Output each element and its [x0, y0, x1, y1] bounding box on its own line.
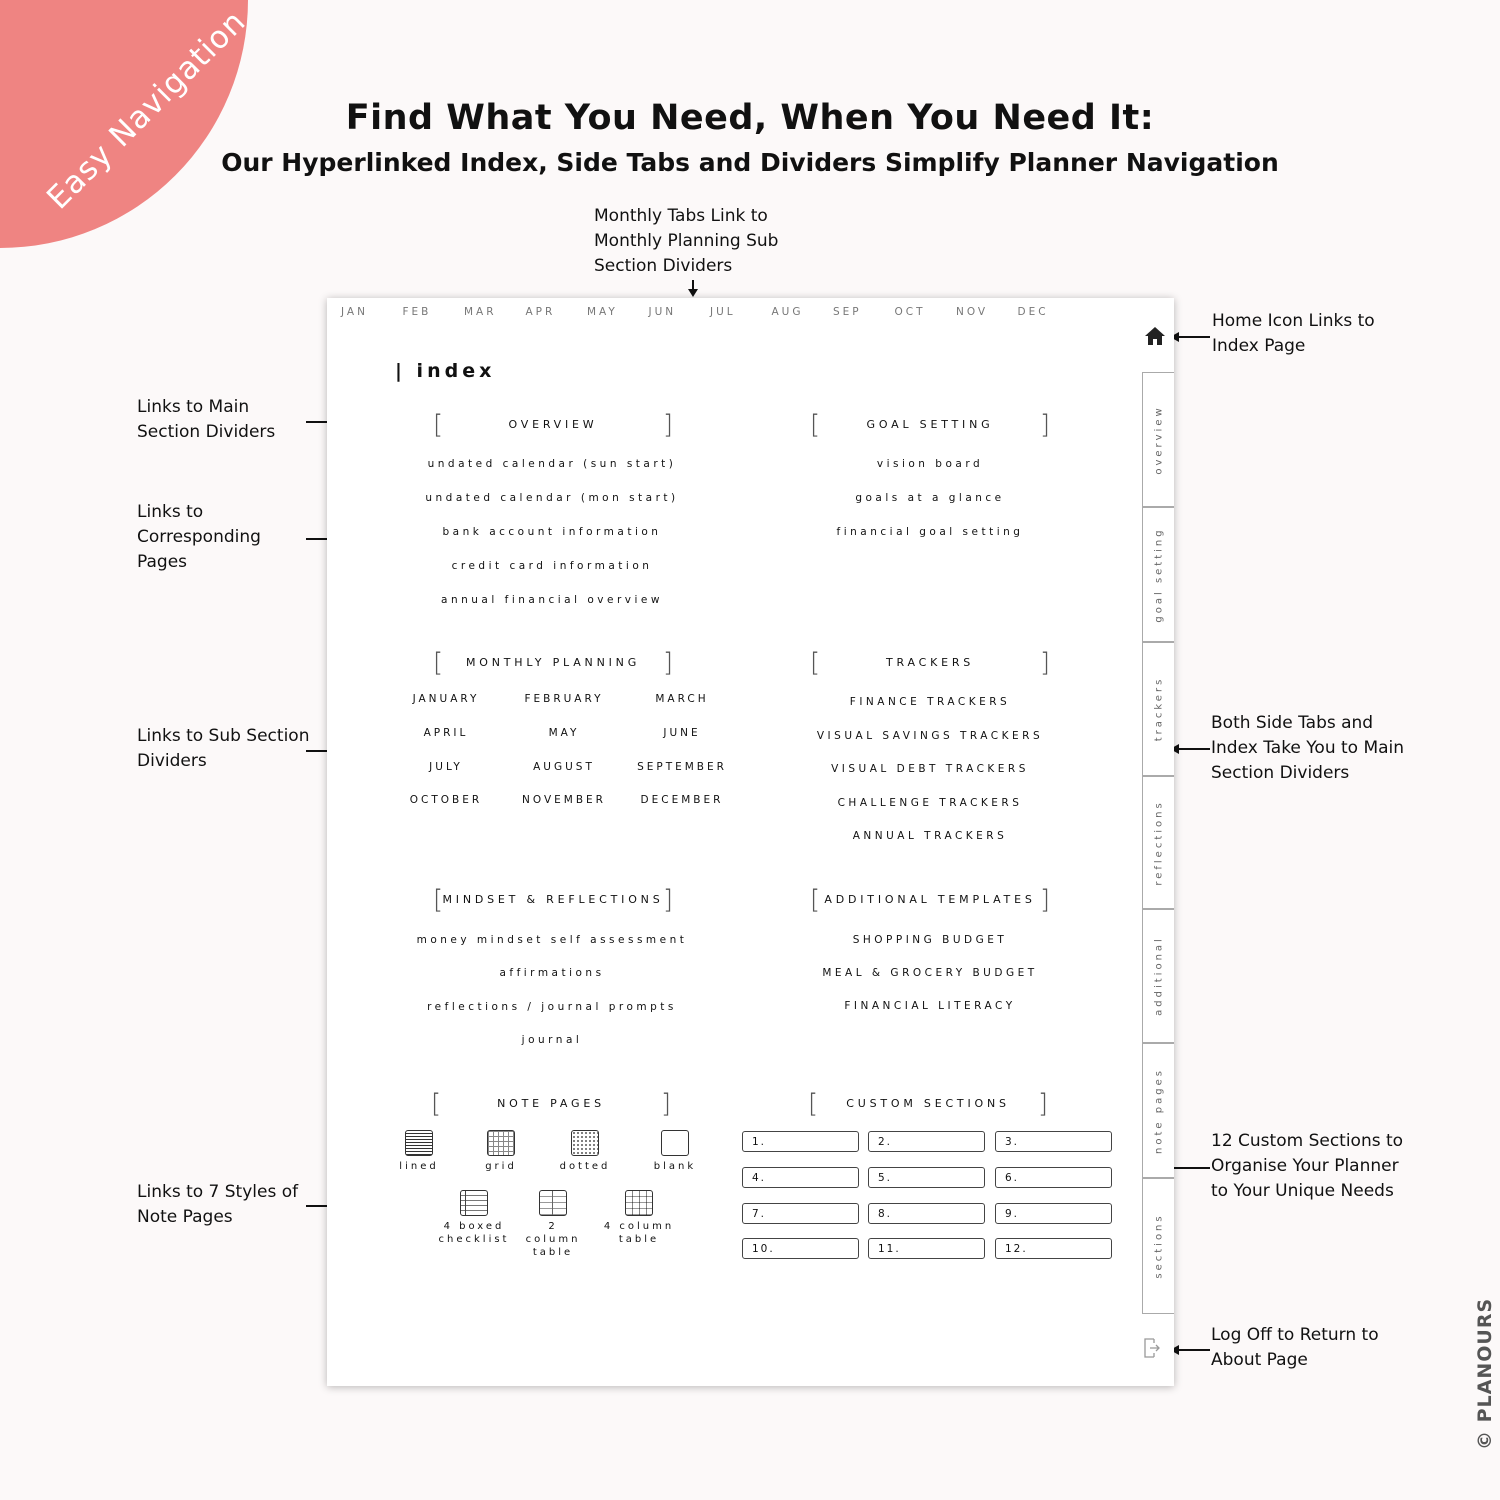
note-style-boxed-checklist[interactable]: [433, 1190, 515, 1246]
month-link-may[interactable]: MAY: [548, 727, 580, 739]
side-tab-label: additional: [1153, 936, 1164, 1016]
mindset-heading[interactable]: [ ] MINDSET & REFLECTIONS: [433, 885, 673, 915]
side-tab-trackers[interactable]: [1142, 642, 1174, 776]
additional-item[interactable]: FINANCIAL LITERACY: [844, 1000, 1016, 1012]
overview-item[interactable]: undated calendar (mon start): [425, 492, 679, 504]
callout-main-dividers: Links to Main Section Dividers: [137, 397, 276, 442]
month-link-november[interactable]: NOVEMBER: [522, 794, 606, 806]
checklist-paper-icon: [460, 1190, 488, 1216]
mindset-item[interactable]: money mindset self assessment: [416, 934, 688, 946]
month-link-october[interactable]: OCTOBER: [409, 794, 483, 806]
trackers-item[interactable]: CHALLENGE TRACKERS: [837, 797, 1023, 809]
overview-item[interactable]: credit card information: [451, 560, 653, 572]
custom-section-slot[interactable]: 8.: [868, 1203, 985, 1224]
month-link-september[interactable]: SEPTEMBER: [637, 761, 727, 773]
two-column-table-icon: [539, 1190, 567, 1216]
arrow-monthly-tabs-head: [688, 289, 698, 297]
month-tab-jan[interactable]: JAN: [341, 306, 368, 318]
note-pages-heading-label: NOTE PAGES: [497, 1097, 605, 1110]
arrow-side-tabs: [1172, 748, 1210, 750]
four-column-table-icon: [625, 1190, 653, 1216]
month-tab-may[interactable]: MAY: [587, 306, 618, 318]
callout-custom-sections: 12 Custom Sections to Organise Your Planner to Your Unique Needs: [1211, 1131, 1404, 1201]
callout-sub-dividers: Links to Sub Section Dividers: [137, 726, 310, 771]
overview-item[interactable]: bank account information: [442, 526, 662, 538]
lined-paper-icon: [405, 1130, 433, 1156]
custom-section-slot[interactable]: 2.: [868, 1131, 985, 1152]
note-style-2-column-table[interactable]: [522, 1190, 584, 1259]
callout-log-off: Log Off to Return to About Page: [1211, 1325, 1379, 1370]
month-link-april[interactable]: APRIL: [423, 727, 469, 739]
side-tab-sections[interactable]: [1142, 1178, 1174, 1314]
side-tab-label: trackers: [1153, 676, 1164, 742]
custom-section-slot[interactable]: 7.: [742, 1203, 859, 1224]
note-style-grid[interactable]: [471, 1130, 531, 1173]
additional-item[interactable]: MEAL & GROCERY BUDGET: [822, 967, 1038, 979]
badge-text: Easy Navigation: [40, 3, 254, 217]
callout-note-pages: Links to 7 Styles of Note Pages: [137, 1182, 299, 1227]
side-tab-overview[interactable]: [1142, 372, 1174, 507]
custom-section-slot[interactable]: 10.: [742, 1238, 859, 1259]
month-tab-jun[interactable]: JUN: [648, 306, 677, 318]
trackers-item[interactable]: VISUAL DEBT TRACKERS: [831, 763, 1029, 775]
note-style-label: grid: [485, 1161, 517, 1172]
note-style-lined[interactable]: [389, 1130, 449, 1173]
trackers-heading[interactable]: [ ] TRACKERS: [810, 648, 1050, 678]
month-link-august[interactable]: AUGUST: [533, 761, 595, 773]
copyright-text: © PLANOURS: [1474, 1297, 1496, 1450]
month-tabs: [341, 306, 1079, 318]
trackers-item[interactable]: FINANCE TRACKERS: [849, 696, 1011, 708]
side-tab-label: note pages: [1153, 1067, 1164, 1154]
custom-section-slot[interactable]: 11.: [868, 1238, 985, 1259]
mindset-item[interactable]: reflections / journal prompts: [427, 1001, 677, 1013]
month-link-march[interactable]: MARCH: [655, 693, 709, 705]
note-style-prefix: 4: [443, 1221, 453, 1232]
custom-section-slot[interactable]: 4.: [742, 1167, 859, 1188]
log-off-icon[interactable]: [1143, 1338, 1161, 1358]
side-tab-additional[interactable]: [1142, 909, 1174, 1043]
note-style-label: blank: [653, 1161, 697, 1172]
mindset-item[interactable]: journal: [521, 1034, 583, 1046]
monthly-planning-heading[interactable]: [ ] MONTHLY PLANNING: [433, 648, 673, 678]
blank-paper-icon: [661, 1130, 689, 1156]
goal-setting-item[interactable]: vision board: [876, 458, 984, 470]
month-tab-oct[interactable]: OCT: [894, 306, 926, 318]
callout-side-tabs: Both Side Tabs and Index Take You to Main Section Dividers: [1211, 713, 1405, 783]
additional-heading[interactable]: [ ] ADDITIONAL TEMPLATES: [810, 885, 1050, 915]
home-icon[interactable]: [1144, 326, 1166, 346]
callout-home-icon: Home Icon Links to Index Page: [1212, 311, 1375, 356]
month-tab-mar[interactable]: MAR: [464, 306, 497, 318]
month-tab-aug[interactable]: AUG: [771, 306, 804, 318]
arrow-log-off: [1172, 1349, 1210, 1351]
note-style-prefix: 4: [603, 1221, 614, 1232]
mindset-item[interactable]: affirmations: [499, 967, 605, 979]
trackers-item[interactable]: ANNUAL TRACKERS: [852, 830, 1008, 842]
goal-setting-heading-label: GOAL SETTING: [866, 418, 994, 431]
month-link-february[interactable]: FEBRUARY: [524, 693, 604, 705]
additional-heading-label: ADDITIONAL TEMPLATES: [824, 893, 1036, 906]
note-style-blank[interactable]: [645, 1130, 705, 1173]
custom-section-slot[interactable]: 12.: [995, 1238, 1112, 1259]
side-tab-label: reflections: [1153, 799, 1164, 886]
month-tab-apr[interactable]: APR: [525, 306, 556, 318]
side-tab-label: goal setting: [1153, 526, 1164, 623]
note-style-label: column table: [525, 1234, 581, 1258]
month-tab-jul[interactable]: JUL: [710, 306, 736, 318]
overview-item[interactable]: annual financial overview: [441, 594, 663, 606]
side-tab-label: sections: [1153, 1213, 1164, 1279]
note-style-label: boxed checklist: [438, 1221, 510, 1245]
side-tab-reflections[interactable]: [1142, 776, 1174, 909]
note-style-label: lined: [399, 1161, 439, 1172]
overview-item[interactable]: undated calendar (sun start): [427, 458, 677, 470]
index-title: | index: [395, 360, 496, 382]
dotted-paper-icon: [571, 1130, 599, 1156]
callout-corresponding-pages: Links to Corresponding Pages: [137, 502, 261, 572]
arrow-home-icon: [1172, 336, 1210, 338]
callout-monthly-tabs: Monthly Tabs Link to Monthly Planning Sub Section Dividers: [594, 206, 779, 276]
custom-section-slot[interactable]: 5.: [868, 1167, 985, 1188]
month-link-january[interactable]: JANUARY: [412, 693, 480, 705]
note-style-prefix: 2: [548, 1221, 558, 1232]
side-tabs: [1142, 372, 1174, 1314]
custom-section-slot[interactable]: 1.: [742, 1131, 859, 1152]
custom-section-slot[interactable]: 3.: [995, 1131, 1112, 1152]
side-tab-label: overview: [1153, 404, 1164, 475]
month-link-december[interactable]: DECEMBER: [640, 794, 724, 806]
custom-section-slot[interactable]: 9.: [995, 1203, 1112, 1224]
note-style-4-column-table[interactable]: [600, 1190, 678, 1246]
additional-item[interactable]: SHOPPING BUDGET: [852, 934, 1008, 946]
custom-sections-heading[interactable]: [ ] CUSTOM SECTIONS: [808, 1089, 1048, 1119]
month-tab-sep[interactable]: SEP: [833, 306, 862, 318]
monthly-planning-heading-label: MONTHLY PLANNING: [465, 656, 641, 669]
goal-setting-item[interactable]: financial goal setting: [836, 526, 1024, 538]
mindset-heading-label: MINDSET & REFLECTIONS: [442, 893, 664, 906]
month-link-july[interactable]: JULY: [429, 761, 463, 773]
overview-heading-label: OVERVIEW: [508, 418, 598, 431]
month-tab-nov[interactable]: NOV: [956, 306, 989, 318]
note-style-label: dotted: [559, 1161, 611, 1172]
overview-heading[interactable]: [ ] OVERVIEW: [433, 410, 673, 440]
planner-index-page: [327, 298, 1174, 1386]
goal-setting-heading[interactable]: [ ] GOAL SETTING: [810, 410, 1050, 440]
trackers-heading-label: TRACKERS: [885, 656, 975, 669]
side-tab-goal-setting[interactable]: [1142, 507, 1174, 642]
note-style-dotted[interactable]: [555, 1130, 615, 1173]
month-tab-dec[interactable]: DEC: [1017, 306, 1049, 318]
main-title: Find What You Need, When You Need It:: [345, 98, 1155, 138]
month-tab-feb[interactable]: FEB: [402, 306, 432, 318]
note-style-label: column table: [618, 1221, 675, 1245]
month-link-june[interactable]: JUNE: [663, 727, 701, 739]
note-pages-heading[interactable]: [ ] NOTE PAGES: [431, 1089, 671, 1119]
sub-title: Our Hyperlinked Index, Side Tabs and Dividers Simplify Planner Navigation: [221, 148, 1279, 177]
trackers-item[interactable]: VISUAL SAVINGS TRACKERS: [816, 730, 1044, 742]
custom-sections-heading-label: CUSTOM SECTIONS: [846, 1097, 1010, 1110]
grid-paper-icon: [487, 1130, 515, 1156]
goal-setting-item[interactable]: goals at a glance: [855, 492, 1005, 504]
custom-section-slot[interactable]: 6.: [995, 1167, 1112, 1188]
side-tab-note-pages[interactable]: [1142, 1043, 1174, 1178]
